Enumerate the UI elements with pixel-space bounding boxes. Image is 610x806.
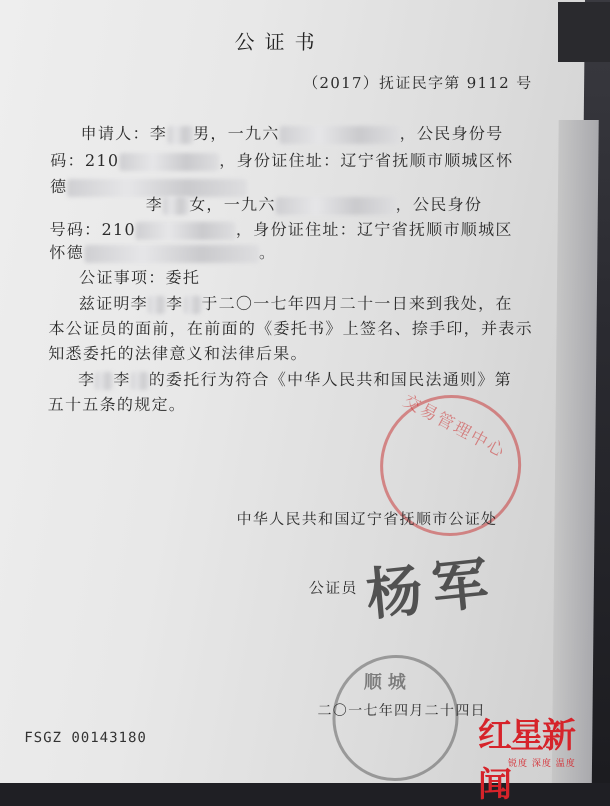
- notary-office: 中华人民共和国辽宁省抚顺市公证处: [236, 510, 498, 528]
- body-line2: 本公证员的面前，在前面的《委托书》上签名、捺手印，并表示: [48, 319, 534, 338]
- applicant1-gender: 男，一九六: [193, 124, 280, 143]
- serial-number: FSGZ 00143180: [24, 730, 147, 746]
- applicant2-gender: 女，一九六: [189, 195, 276, 214]
- body1-mid: 李: [165, 294, 184, 313]
- applicant2-address-label: ，身份证住址：辽宁省抚顺市顺城区: [235, 220, 513, 239]
- applicant1-line2: [50, 148, 513, 171]
- watermark-logo: [478, 708, 604, 805]
- paper-edge: [552, 120, 599, 783]
- redaction: [131, 372, 149, 390]
- watermark-slogan: 锐度 深度 温度: [508, 759, 576, 769]
- document-title: 公证书: [234, 30, 325, 54]
- applicant2-id-label: ，公民身份: [395, 195, 483, 214]
- redaction: [183, 296, 201, 314]
- corner-object: [558, 2, 610, 62]
- applicant1-address-cont: 德: [49, 177, 68, 196]
- redaction: [276, 197, 396, 215]
- body-line3: 知悉委托的法律意义和法律后果。: [48, 344, 308, 363]
- applicant2-line3: [49, 240, 276, 263]
- certificate-number: （2017）抚证民字第 9112 号: [303, 74, 533, 92]
- redaction: [163, 197, 189, 215]
- redaction: [167, 126, 193, 144]
- body1-end: 于二〇一七年四月二十一日来到我处，在: [201, 294, 513, 313]
- applicant1-id-label: ，公民身份号: [399, 124, 504, 143]
- body-line1: [79, 291, 513, 314]
- redaction: [148, 296, 166, 314]
- gray-seal-text: 顺城: [363, 672, 412, 693]
- redaction: [95, 372, 113, 390]
- applicant2-address-end: 。: [258, 243, 277, 262]
- redaction: [136, 222, 236, 240]
- redaction: [280, 126, 400, 144]
- applicant1-line1: [80, 121, 503, 144]
- notary-label: 公证员: [308, 579, 358, 597]
- body4-mid: 李: [113, 370, 131, 389]
- applicant2-line1: [146, 192, 483, 215]
- certificate-date: 二〇一七年四月二十四日: [317, 703, 486, 719]
- body1-start: 兹证明李: [78, 294, 149, 313]
- applicant2-name: 李: [145, 195, 164, 214]
- applicant2-id-prefix: 号码：210: [49, 220, 137, 239]
- redaction: [84, 245, 259, 263]
- applicant1-name-label: 申请人：李: [80, 124, 168, 143]
- applicant2-line2: [49, 217, 512, 240]
- body-line5: 五十五条的规定。: [47, 395, 187, 414]
- red-seal-text: 交易管理中心: [399, 391, 510, 463]
- notary-signature: 杨军: [363, 549, 502, 629]
- body4-start: 李: [77, 370, 96, 389]
- body-line4: [78, 367, 512, 390]
- applicant1-id-prefix: 码：210: [50, 151, 120, 170]
- applicant1-address-label: ，身份证住址：辽宁省抚顺市顺城区怀: [219, 151, 514, 170]
- redaction: [119, 153, 219, 171]
- body4-end: 的委托行为符合《中华人民共和国民法通则》第: [148, 370, 513, 389]
- watermark-text: 红星新闻: [478, 716, 574, 805]
- applicant2-address-cont: 怀德: [49, 243, 85, 262]
- notarial-matter: 公证事项：委托: [78, 268, 201, 287]
